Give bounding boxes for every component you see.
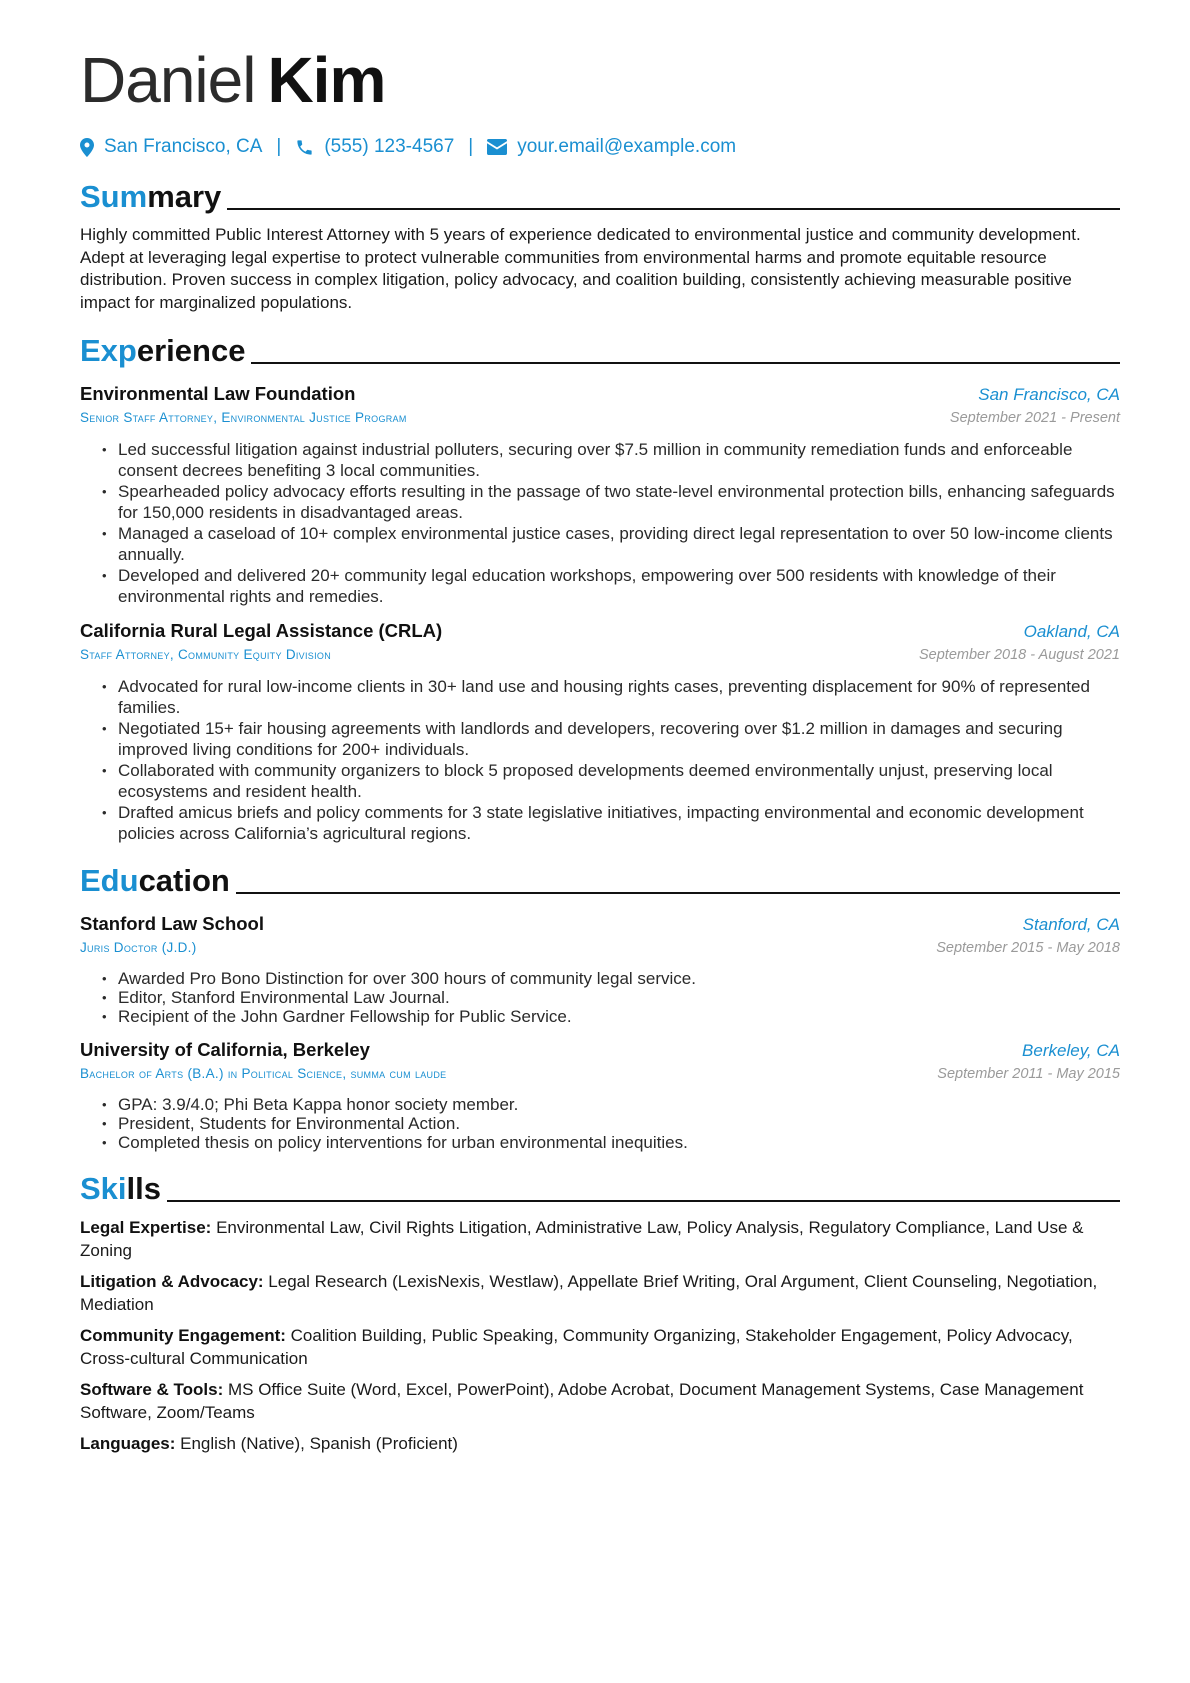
bullet-item: • Recipient of the John Gardner Fellowship for Public Service.	[102, 1007, 1120, 1026]
section-title-accent: Sum	[80, 179, 148, 214]
entry-bullets	[102, 969, 1120, 1026]
skill-row	[80, 1433, 1120, 1456]
entry-location: Berkeley, CA	[1022, 1041, 1120, 1060]
contact-location	[80, 136, 262, 158]
section-title-rest: mary	[147, 179, 222, 214]
contact-email[interactable]	[487, 136, 736, 158]
section-heading-skills	[80, 1168, 1120, 1208]
skill-text: Environmental Law, Civil Rights Litigation, Administrative Law, Policy Analysis, Regulatory Compliance, Land Use & Zoning	[80, 1218, 1084, 1260]
section-title	[80, 178, 221, 216]
education-entry	[80, 912, 1120, 1026]
section-rule	[251, 362, 1120, 364]
entry-bullets	[102, 676, 1120, 844]
entry-organization: Environmental Law Foundation	[80, 383, 356, 404]
skill-text: Legal Research (LexisNexis, Westlaw), Appellate Brief Writing, Oral Argument, Client Counseling, Negotiation, Mediation	[80, 1272, 1098, 1314]
bullet-item: • Awarded Pro Bono Distinction for over 300 hours of community legal service.	[102, 969, 1120, 988]
section-title-rest: lls	[126, 1171, 161, 1206]
skill-text: Coalition Building, Public Speaking, Community Organizing, Stakeholder Engagement, Policy Advocacy, Cross-cultural Communication	[80, 1326, 1073, 1368]
section-heading-education	[80, 860, 1120, 900]
bullet-item: • Led successful litigation against industrial polluters, securing over $7.5 million in community remediation funds and enforceable consent decrees benefiting 3 local communities.	[102, 439, 1120, 481]
section-title-rest: cation	[138, 863, 230, 898]
skill-row	[80, 1379, 1120, 1424]
entry-degree: Bachelor of Arts (B.A.) in Political Science, summa cum laude	[80, 1066, 447, 1081]
entry-role: Staff Attorney, Community Equity Division	[80, 647, 331, 662]
section-title-accent: Edu	[80, 863, 139, 898]
bullet-item: • Spearheaded policy advocacy efforts resulting in the passage of two state-level environmental protection bills, enhancing safeguards for 150,000 residents in disadvantaged areas.	[102, 481, 1120, 523]
section-title	[80, 1170, 161, 1208]
contact-bar	[80, 134, 1120, 160]
section-rule	[227, 208, 1120, 210]
entry-organization: California Rural Legal Assistance (CRLA)	[80, 620, 443, 641]
entry-degree: Juris Doctor (J.D.)	[80, 940, 197, 955]
experience-entry	[80, 382, 1120, 607]
envelope-icon	[487, 139, 507, 155]
email-link[interactable]: your.email@example.com	[517, 136, 737, 157]
phone-icon	[295, 138, 314, 157]
bullet-item: • GPA: 3.9/4.0; Phi Beta Kappa honor society member.	[102, 1095, 1120, 1114]
first-name: Daniel	[80, 44, 256, 116]
entry-role: Senior Staff Attorney, Environmental Justice Program	[80, 410, 407, 425]
bullet-item: • Managed a caseload of 10+ complex environmental justice cases, providing direct legal representation to over 50 low-income clients annually.	[102, 523, 1120, 565]
entry-subheader	[80, 644, 1120, 666]
bullet-item: • Completed thesis on policy interventions for urban environmental inequities.	[102, 1133, 1120, 1152]
entry-header	[80, 1038, 1120, 1063]
experience-entry	[80, 619, 1120, 844]
bullet-item: • President, Students for Environmental Action.	[102, 1114, 1120, 1133]
bullet-item: • Developed and delivered 20+ community legal education workshops, empowering over 500 residents with knowledge of their environmental rights and remedies.	[102, 565, 1120, 607]
bullet-item: • Editor, Stanford Environmental Law Journal.	[102, 988, 1120, 1007]
skill-text: English (Native), Spanish (Proficient)	[180, 1434, 458, 1453]
entry-organization: Stanford Law School	[80, 913, 264, 934]
resume-page	[80, 40, 1120, 1456]
section-rule	[167, 1200, 1120, 1202]
summary-text: Highly committed Public Interest Attorney with 5 years of experience dedicated to environmental justice and community development. Adept at leveraging legal expertise to protect vulnerable communities from environmental harms and promote equitable resource distribution. Proven success in complex litigation, policy advocacy, and coalition building, consistently achieving measurable positive impact for marginalized populations.	[80, 225, 1081, 312]
skill-row	[80, 1217, 1120, 1262]
entry-header	[80, 619, 1120, 644]
candidate-name	[80, 40, 1120, 120]
skill-row	[80, 1271, 1120, 1316]
section-title-accent: Exp	[80, 333, 137, 368]
entry-dates: September 2021 - Present	[949, 410, 1120, 426]
skill-text: MS Office Suite (Word, Excel, PowerPoint), Adobe Acrobat, Document Management Systems, Case Management Software, Zoom/Teams	[80, 1380, 1084, 1422]
entry-subheader	[80, 937, 1120, 959]
entry-subheader	[80, 407, 1120, 429]
skill-label: Community Engagement:	[80, 1326, 286, 1345]
contact-separator: |	[276, 136, 282, 157]
entry-location: Stanford, CA	[1022, 915, 1120, 934]
map-pin-icon	[80, 138, 94, 157]
entry-location: San Francisco, CA	[978, 385, 1120, 404]
entry-dates: September 2018 - August 2021	[919, 647, 1120, 663]
bullet-item: • Collaborated with community organizers to block 5 proposed developments deemed environmentally unjust, preserving local ecosystems and resident health.	[102, 760, 1120, 802]
bullet-item: • Advocated for rural low-income clients in 30+ land use and housing rights cases, preventing displacement for 90% of represented families.	[102, 676, 1120, 718]
entry-header	[80, 382, 1120, 407]
education-entry	[80, 1038, 1120, 1152]
entry-dates: September 2015 - May 2018	[936, 940, 1120, 956]
skill-label: Software & Tools:	[80, 1380, 224, 1399]
section-title	[80, 862, 230, 900]
entry-subheader	[80, 1063, 1120, 1085]
entry-header	[80, 912, 1120, 937]
entry-organization: University of California, Berkeley	[80, 1039, 370, 1060]
location-text: San Francisco, CA	[104, 136, 263, 157]
entry-location: Oakland, CA	[1023, 622, 1120, 641]
section-heading-summary	[80, 176, 1120, 216]
section-title	[80, 332, 245, 370]
entry-bullets	[102, 439, 1120, 607]
section-title-accent: Ski	[80, 1171, 127, 1206]
last-name: Kim	[267, 44, 386, 116]
phone-text: (555) 123-4567	[324, 136, 455, 157]
entry-dates: September 2011 - May 2015	[937, 1066, 1120, 1082]
section-title-rest: erience	[136, 333, 246, 368]
skill-row	[80, 1325, 1120, 1370]
section-heading-experience	[80, 330, 1120, 370]
skill-label: Languages:	[80, 1434, 176, 1453]
skill-label: Legal Expertise:	[80, 1218, 212, 1237]
bullet-item: • Negotiated 15+ fair housing agreements with landlords and developers, recovering over $1.2 million in damages and securing improved living conditions for 200+ individuals.	[102, 718, 1120, 760]
skill-label: Litigation & Advocacy:	[80, 1272, 264, 1291]
bullet-item: • Drafted amicus briefs and policy comments for 3 state legislative initiatives, impacting environmental and economic development policies across California’s agricultural regions.	[102, 802, 1120, 844]
contact-separator: |	[468, 136, 474, 157]
section-rule	[236, 892, 1120, 894]
entry-bullets	[102, 1095, 1120, 1152]
contact-phone[interactable]	[295, 136, 454, 158]
